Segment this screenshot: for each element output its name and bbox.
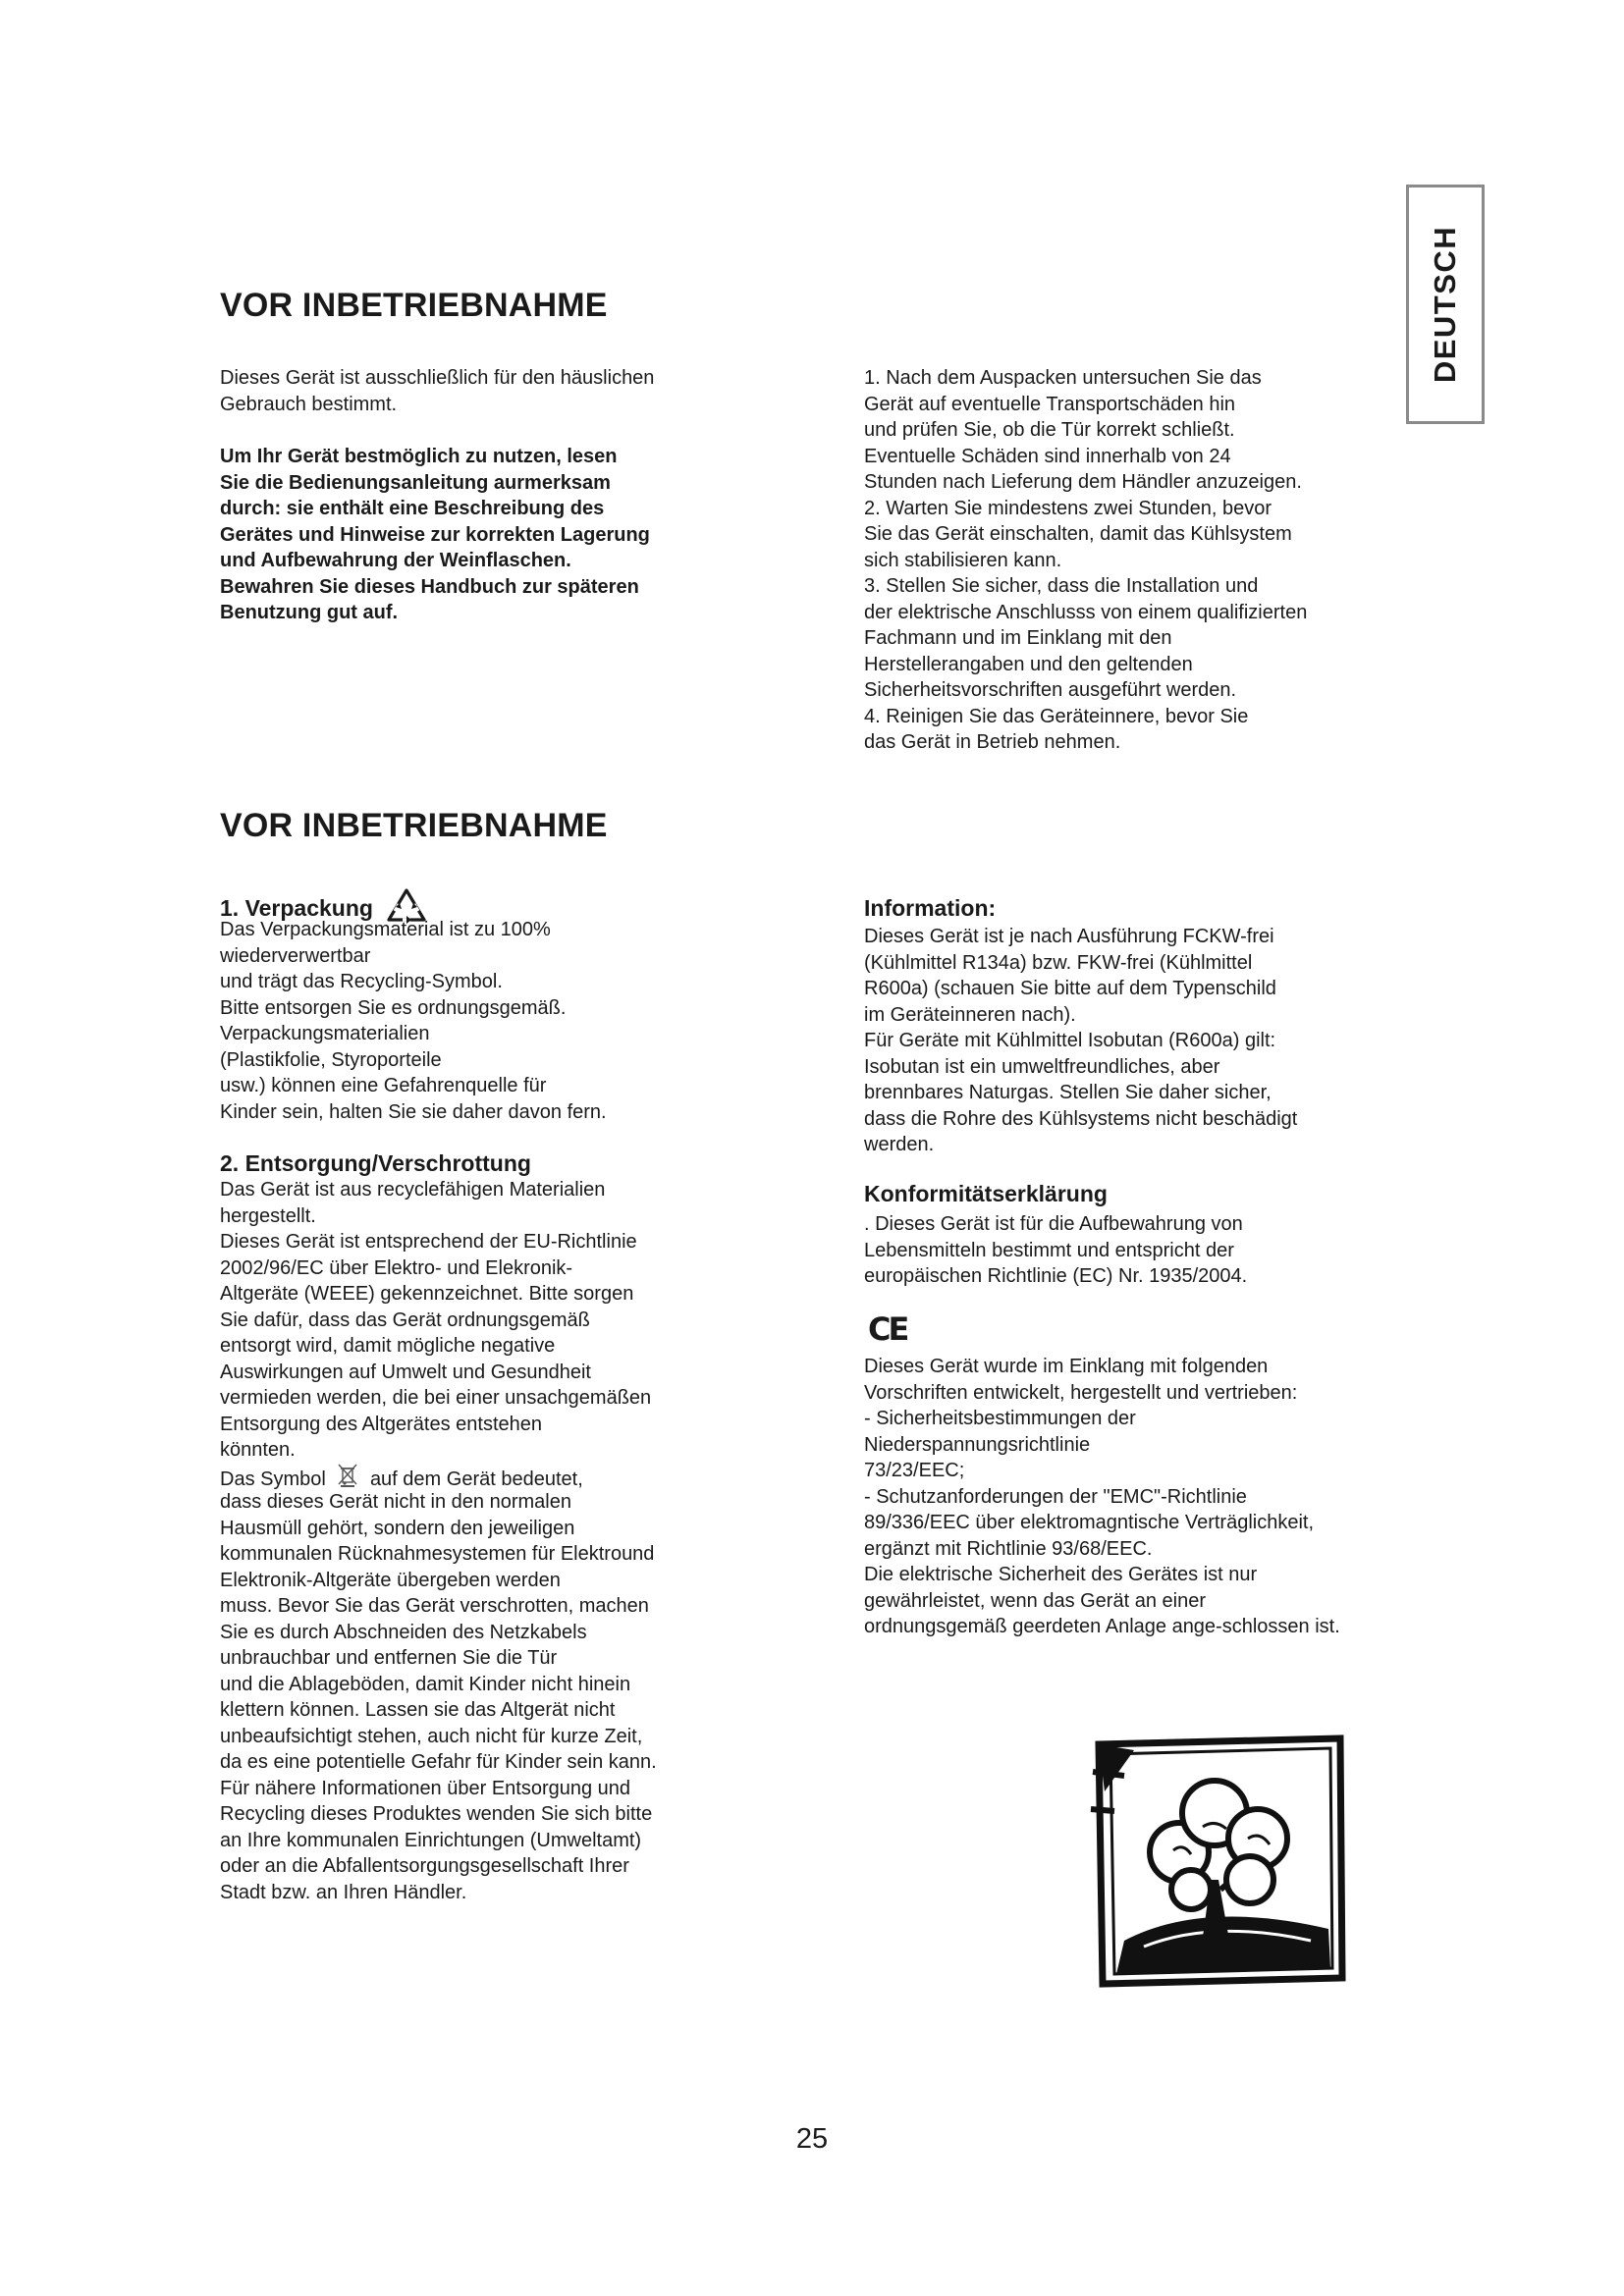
conformity-body: . Dieses Gerät ist für die Aufbewahrung von Lebensmitteln bestimmt und entspricht der europäischen Richtlinie (EC) Nr. 1935/2004. [864, 1213, 1248, 1287]
section1-intro: Dieses Gerät ist ausschließlich für den häuslichen Gebrauch bestimmt. [220, 367, 655, 415]
language-label: DEUTSCH [1428, 225, 1462, 384]
disposal-symbol-prefix: Das Symbol [220, 1468, 326, 1490]
language-tab [1406, 185, 1485, 424]
disposal-symbol-line [220, 1463, 809, 1493]
eco-tree-logo [1085, 1733, 1352, 1993]
section1-title: VOR INBETRIEBNAHME [220, 287, 608, 324]
ce-mark: CE [868, 1310, 907, 1348]
conformity-heading: Konformitätserklärung [864, 1181, 1108, 1206]
section2-title: VOR INBETRIEBNAHME [220, 807, 608, 844]
disposal-symbol-suffix: auf dem Gerät bedeutet, [369, 1468, 583, 1490]
page-number: 25 [795, 2123, 829, 2155]
disposal-body-1: Das Gerät ist aus recyclefähigen Materialien hergestellt. Dieses Gerät ist entsprechend der EU-Richtlinie 2002/96/EC über Elektro- und Elekronik- Altgeräte (WEEE) gekennzeichnet. Bitte sorgen Sie dafür, dass das Gerät ordnungsgemäß entsorgt wird, damit mögliche negative Auswirkungen auf Umwelt und Gesundheit vermieden werden, die bei einer unsachgemäßen Entsorgung des Altgerätes entstehen könnten. [220, 1179, 652, 1461]
disposal-body-2: dass dieses Gerät nicht in den normalen Hausmüll gehört, sondern den jeweiligen kommunalen Rücknahmesystemen für Elektround Elektronik-Altgeräte übergeben werden muss. Bevor Sie das Gerät verschrotten, machen Sie es durch Abschneiden des Netzkabels unbrauchbar und entfernen Sie die Tür und die Ablageböden, damit Kinder nicht hinein klettern können. Lassen sie das Altgerät nicht unbeaufsichtigt stehen, auch nicht für kurze Zeit, da es eine potentielle Gefahr für Kinder sein kann. Für nähere Informationen über Entsorgung und Recycling dieses Produktes wenden Sie sich bitte an Ihre kommunalen Einrichtungen (Umweltamt) oder an die Abfallentsorgungsgesellschaft Ihrer Stadt bzw. an Ihren Händler. [220, 1491, 657, 1903]
packaging-body: Das Verpackungsmaterial ist zu 100% wiederverwertbar und trägt das Recycling-Symbol. Bitte entsorgen Sie es ordnungsgemäß. Verpackungsmaterialien (Plastikfolie, Styroporteile usw.) können eine Gefahrenquelle für Kinder sein, halten Sie sie daher davon fern. [220, 919, 607, 1123]
information-heading: Information: [864, 895, 997, 921]
section1-notice: Um Ihr Gerät bestmöglich zu nutzen, lesen Sie die Bedienungsanleitung aurmerksam durch: sie enthält eine Beschreibung des Gerätes und Hinweise zur korrekten Lagerung und Aufbewahrung der Weinflaschen. Bewahren Sie dieses Handbuch zur späteren Benutzung gut auf. [220, 446, 650, 623]
section1-steps: 1. Nach dem Auspacken untersuchen Sie das Gerät auf eventuelle Transportschäden hin und prüfen Sie, ob die Tür korrekt schließt. Eventuelle Schäden sind innerhalb von 24 Stunden nach Lieferung dem Händler anzuzeigen. 2. Warten Sie mindestens zwei Stunden, bevor Sie das Gerät einschalten, damit das Kühlsystem sich stabilisieren kann. 3. Stellen Sie sicher, dass die Installation und der elektrische Anschlusss von einem qualifizierten Fachmann und im Einklang mit den Herstellerangaben und den geltenden Sicherheitsvorschriften ausgeführt werden. 4. Reinigen Sie das Geräteinnere, bevor Sie das Gerät in Betrieb nehmen. [864, 367, 1308, 753]
wheelie-bin-crossed-icon [337, 1463, 358, 1488]
packaging-heading-text: 1. Verpackung [220, 895, 373, 921]
information-body: Dieses Gerät ist je nach Ausführung FCKW-frei (Kühlmittel R134a) bzw. FKW-frei (Kühlmittel R600a) (schauen Sie bitte auf dem Typenschild im Geräteinneren nach). Für Geräte mit Kühlmittel Isobutan (R600a) gilt: Isobutan ist ein umweltfreundliches, aber brennbares Naturgas. Stellen Sie daher sicher, dass die Rohre des Kühlsystems nicht beschädigt werden. [864, 926, 1298, 1155]
conformity-body-2: Dieses Gerät wurde im Einklang mit folgenden Vorschriften entwickelt, hergestellt und vertrieben: - Sicherheitsbestimmungen der Niederspannungsrichtlinie 73/23/EEC; - Schutzanforderungen der "EMC"-Richtlinie 89/336/EEC über elektromagntische Verträglichkeit, ergänzt mit Richtlinie 93/68/EEC. Die elektrische Sicherheit des Gerätes ist nur gewährleistet, wenn das Gerät an einer ordnungsgemäß geerdeten Anlage ange-schlossen ist. [864, 1356, 1340, 1637]
disposal-heading: 2. Entsorgung/Verschrottung [220, 1150, 531, 1176]
